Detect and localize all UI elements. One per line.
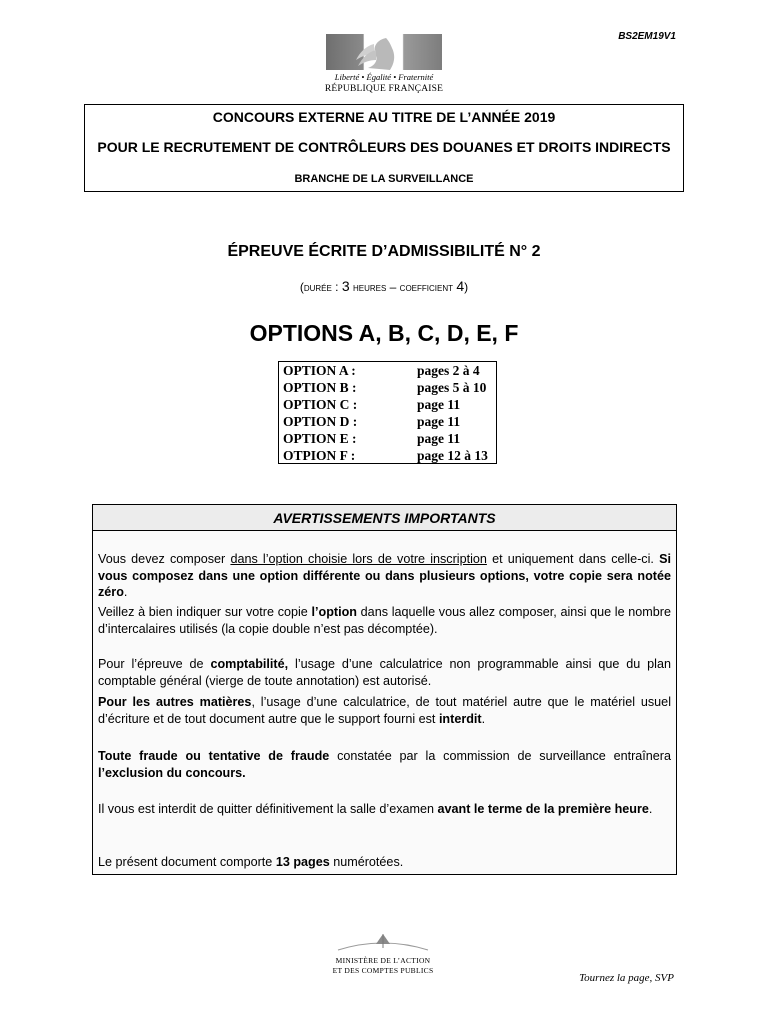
ministere-emblem-icon (316, 928, 450, 958)
warning-text: , l’usage d’une calculatrice, de tout matériel autre que le matériel usuel d’écriture et de tout document autre que le support fourni est (98, 695, 671, 726)
option-pages: pages 2 à 4 (417, 363, 480, 378)
warning-text: dans laquelle vous allez composer, ainsi que le nombre d’intercalaires utilisés (la copie double n’est pas décomptée). (98, 605, 671, 636)
warning-paragraph-option (98, 551, 671, 601)
option-label: OPTION B : (283, 380, 357, 395)
duration-hours-text: heures – coefficient (349, 280, 457, 294)
warning-text: Vous devez composer (98, 552, 231, 566)
warning-paragraph-fraud (98, 748, 671, 781)
warning-bold: Si vous composez dans une option différente ou dans plusieurs options, votre copie sera notée zéro (98, 552, 671, 599)
duration-close: ) (464, 280, 469, 294)
warnings-title: AVERTISSEMENTS IMPORTANTS (92, 504, 677, 531)
warning-text: . (123, 585, 128, 599)
warning-bold: avant le terme de la première heure (437, 802, 649, 816)
warning-paragraph-other-subjects (98, 694, 671, 727)
concours-title: CONCOURS EXTERNE AU TITRE DE L’ANNÉE 2019 (212, 109, 556, 125)
warning-text: Pour l’épreuve de (98, 657, 211, 671)
warning-bold: l’exclusion du concours. (98, 765, 246, 780)
option-pages: page 12 à 13 (417, 448, 488, 463)
ministere-line2: ET DES COMPTES PUBLICS (332, 966, 434, 975)
document-code: BS2EM19V1 (618, 31, 676, 42)
marianne-flag-icon (326, 34, 442, 70)
warning-bold: 13 pages (275, 855, 330, 869)
option-pages: page 11 (417, 414, 461, 429)
logo-republic: RÉPUBLIQUE FRANÇAISE (324, 84, 444, 94)
option-label: OPTION A : (283, 363, 356, 378)
header-box (84, 104, 684, 192)
options-title: OPTIONS A, B, C, D, E, F (249, 320, 519, 346)
warning-text: et uniquement dans celle-ci. (486, 552, 660, 566)
warning-paragraph-pages (98, 854, 671, 871)
warning-text: . (481, 711, 486, 726)
logo-motto: Liberté • Égalité • Fraternité (334, 72, 434, 82)
turn-page-note: Tournez la page, SVP (579, 972, 674, 984)
warning-paragraph-copy (98, 604, 671, 637)
marianne-logo (322, 34, 444, 100)
warning-bold: Pour les autres matières (98, 695, 252, 709)
option-label: OPTION C : (283, 397, 358, 412)
option-label: OPTION D : (283, 414, 358, 429)
warning-bold: interdit (438, 711, 482, 726)
option-pages: page 11 (417, 431, 461, 446)
warning-text: . (648, 802, 653, 816)
exam-duration (0, 278, 768, 294)
exam-title: ÉPREUVE ÉCRITE D’ADMISSIBILITÉ N° 2 (227, 243, 541, 260)
option-pages: pages 5 à 10 (417, 380, 487, 395)
duration-open: (durée : (299, 280, 342, 294)
warning-text: constatée par la commission de surveillance entraînera (329, 749, 672, 763)
option-pages: page 11 (417, 397, 461, 412)
warning-text: Le présent document comporte (98, 855, 276, 869)
warning-underlined: dans l’option choisie lors de votre inscription (230, 552, 487, 566)
duration-hours-number: 3 (341, 278, 350, 294)
option-label: OTPION F : (283, 448, 356, 463)
warning-paragraph-accounting (98, 656, 671, 689)
warning-text: Il vous est interdit de quitter définitivement la salle d’examen (98, 802, 438, 816)
warning-text: numérotées. (329, 855, 404, 869)
recruitment-title: POUR LE RECRUTEMENT DE CONTRÔLEURS DES DOUANES ET DROITS INDIRECTS (97, 139, 671, 155)
warning-bold: Toute fraude ou tentative de fraude (98, 749, 330, 763)
options-table (278, 361, 497, 464)
warning-paragraph-leave (98, 801, 671, 818)
branch-title: BRANCHE DE LA SURVEILLANCE (294, 173, 474, 185)
warning-bold: comptabilité, (210, 657, 289, 671)
ministere-line1: MINISTÈRE DE L’ACTION (335, 956, 431, 965)
warning-text: Veillez à bien indiquer sur votre copie (98, 605, 312, 619)
duration-coefficient: 4 (456, 278, 465, 294)
ministere-logo (316, 928, 450, 986)
warning-bold: l’option (311, 605, 357, 619)
option-label: OPTION E : (283, 431, 357, 446)
warning-text: l’usage d’une calculatrice non programmable ainsi que du plan comptable général (vierge de toute annotation) est autorisé. (98, 657, 671, 688)
